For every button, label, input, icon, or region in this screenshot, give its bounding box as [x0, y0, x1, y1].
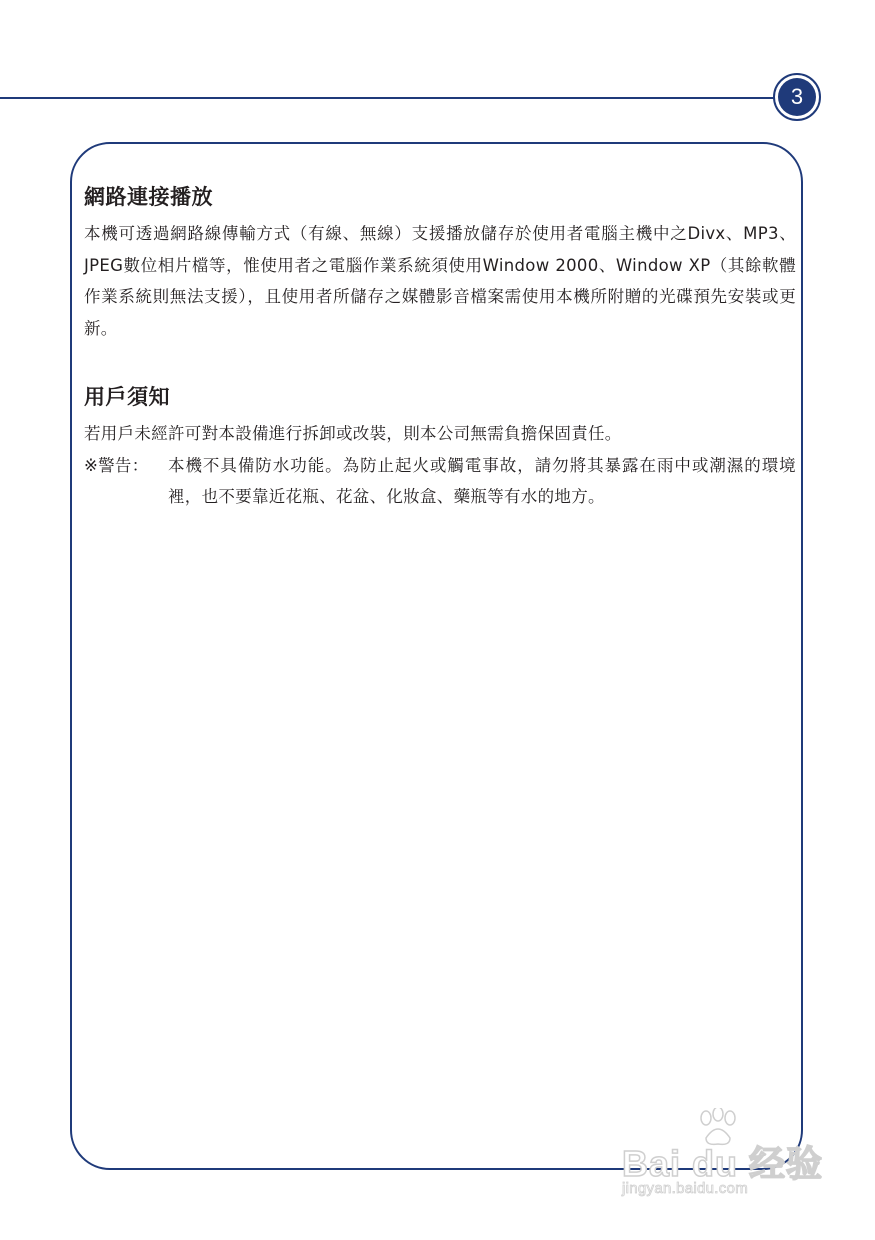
section-user-notice	[84, 380, 796, 513]
notice-body: 若用戶未經許可對本設備進行拆卸或改裝，則本公司無需負擔保固責任。	[84, 424, 622, 443]
watermark-url: jingyan.baidu.com	[622, 1180, 749, 1197]
section-network-playback	[84, 180, 796, 344]
section-heading: 用戶須知	[84, 385, 170, 409]
warning-label: ※警告：	[84, 455, 149, 475]
watermark-logo: Bai du 经验	[622, 1143, 824, 1184]
warning-text: 本機不具備防水功能。為防止起火或觸電事故，請勿將其暴露在雨中或潮濕的環境裡，也不要靠近花瓶、花盆、化妝盒、藥瓶等有水的地方。	[168, 455, 796, 506]
page-number-badge	[773, 73, 821, 121]
header-rule	[0, 97, 780, 99]
section-body: 本機可透過網路線傳輸方式（有線、無線）支援播放儲存於使用者電腦主機中之Divx、MP3、JPEG數位相片檔等，惟使用者之電腦作業系統須使用Window 2000、Window XP（其餘軟體作業系統則無法支援），且使用者所儲存之媒體影音檔案需使用本機所附贈的光碟預先安裝或更新。	[84, 224, 796, 338]
section-heading: 網路連接播放	[84, 185, 213, 209]
page-number: 3	[778, 78, 816, 116]
warning-block	[84, 450, 796, 513]
baidu-jingyan-watermark	[618, 1108, 828, 1208]
